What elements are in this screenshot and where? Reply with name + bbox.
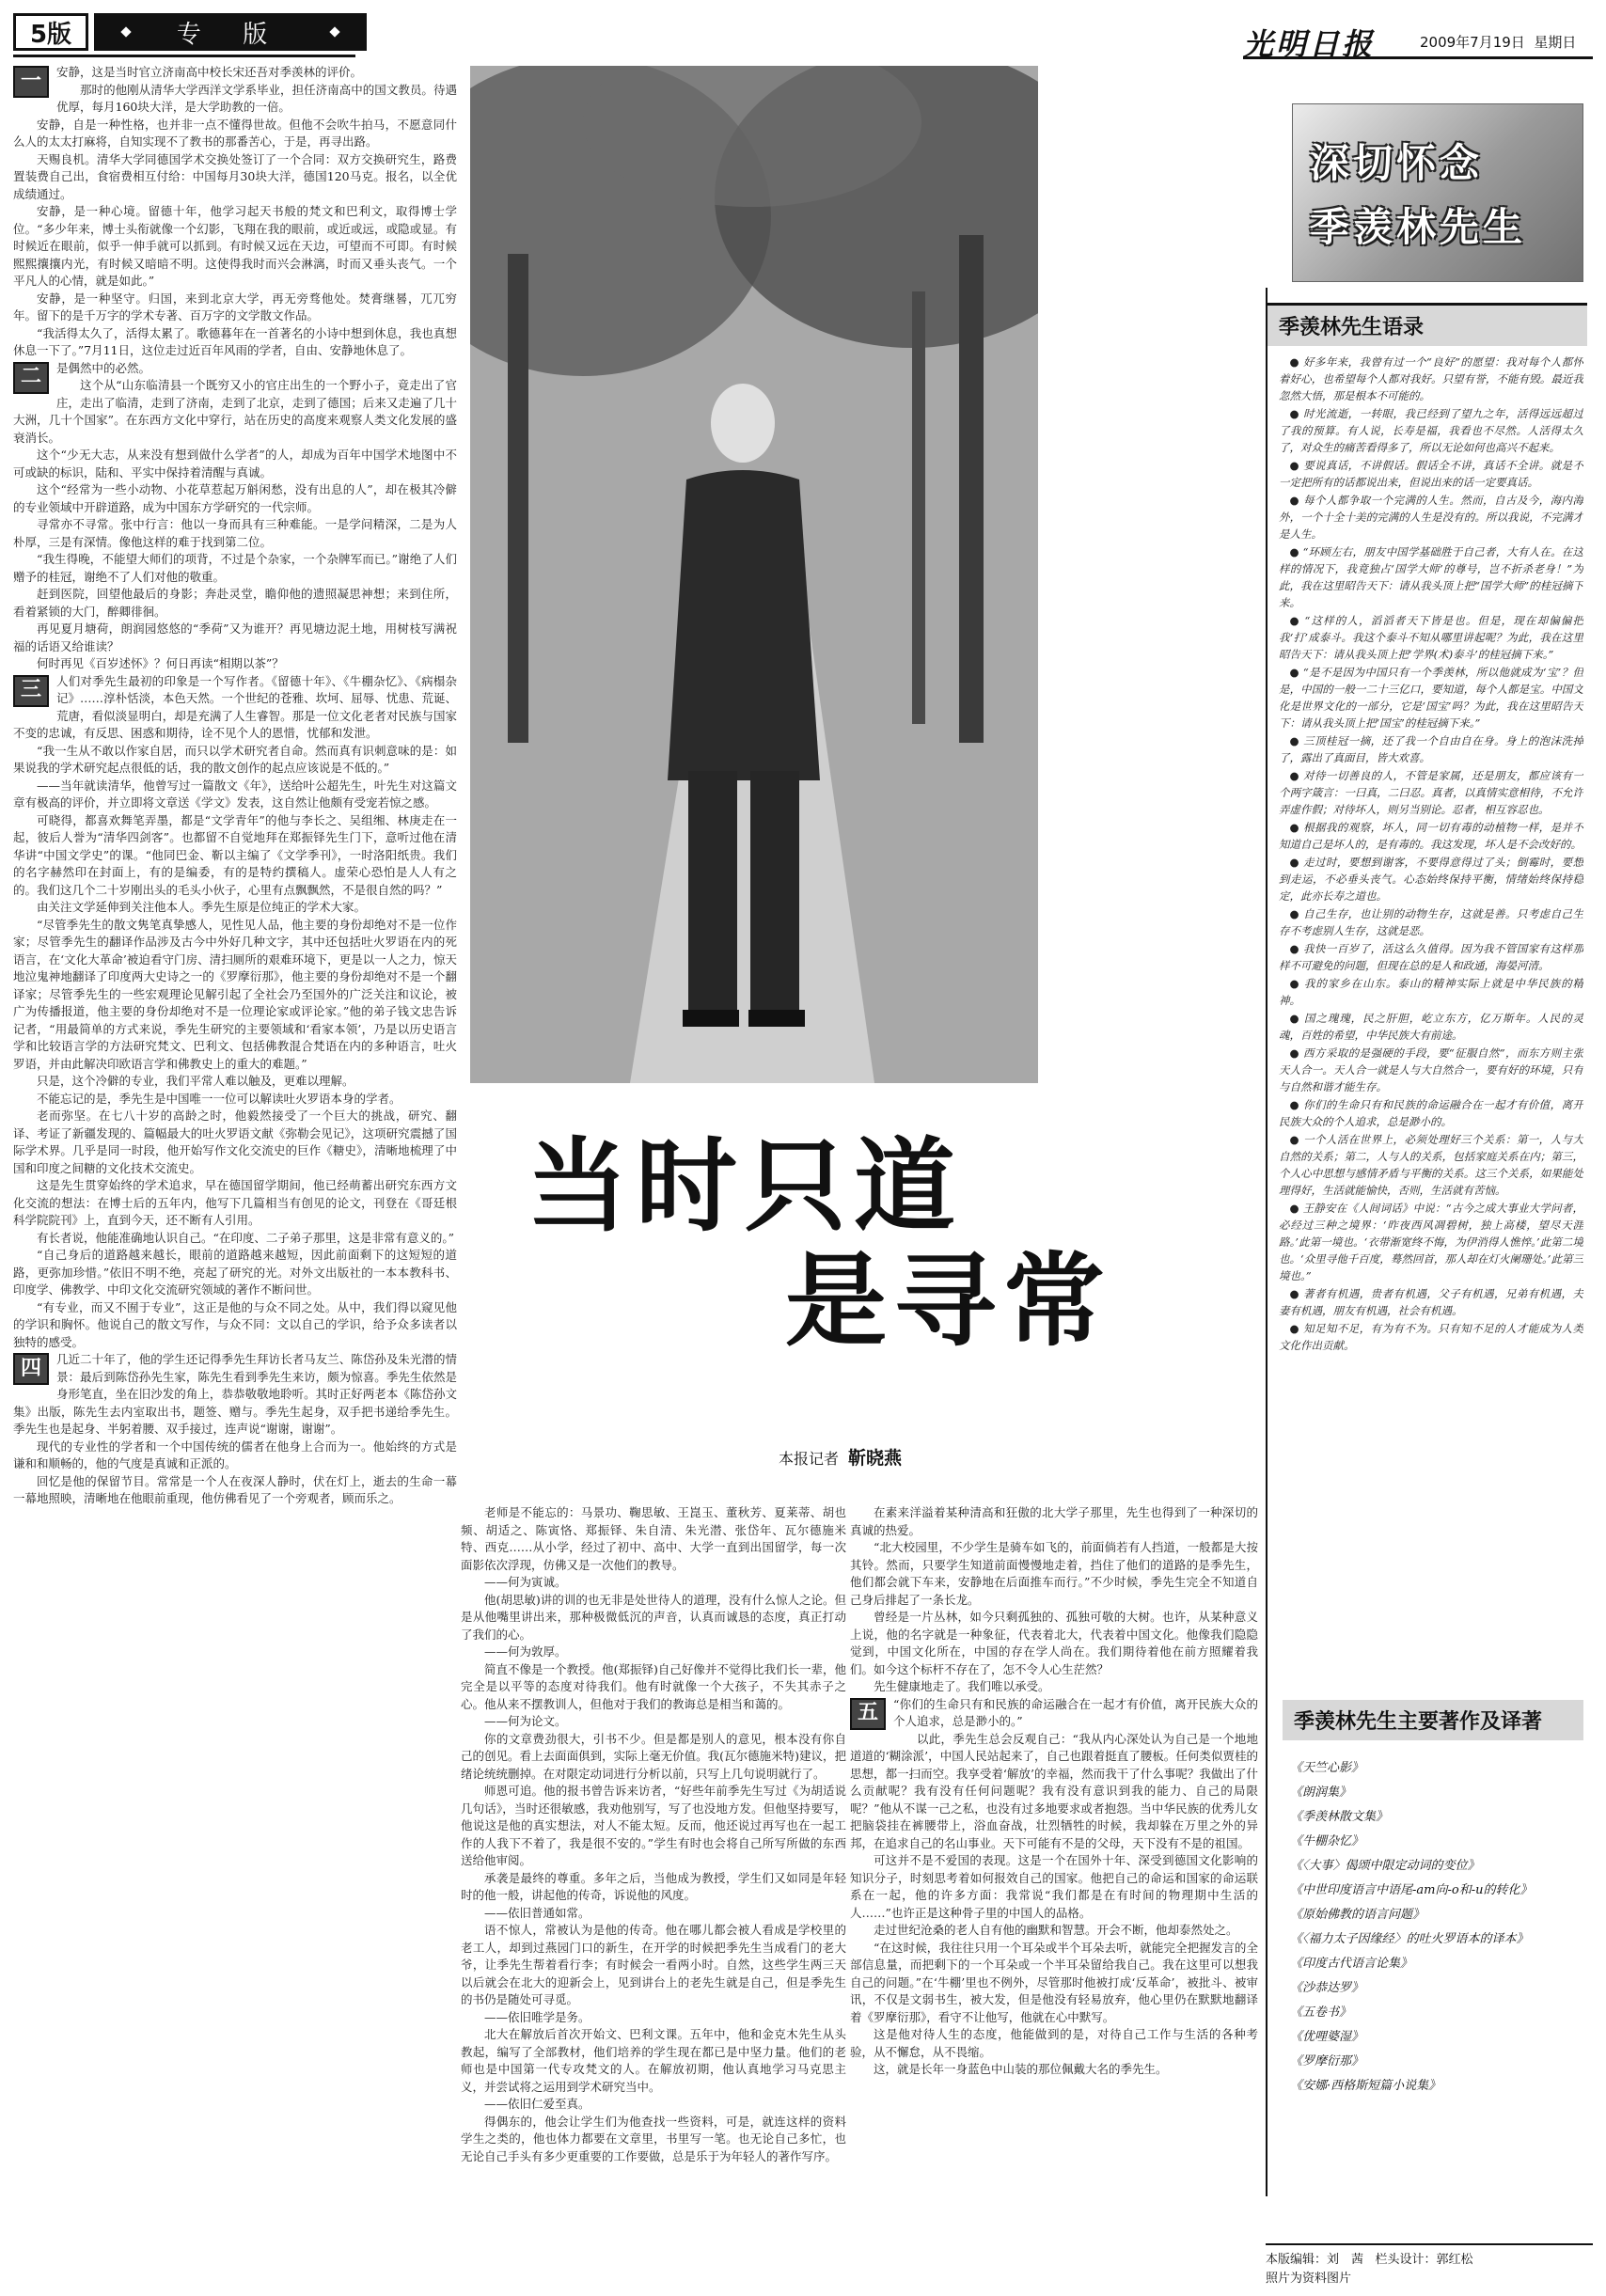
paragraph-text: 这个“经常为一些小动物、小花草惹起万斛闲愁，没有出息的人”，却在极其冷僻的专业领域中开辟道路，成为中国东方学研究的一代宗师。 [13,482,457,514]
paragraph-text: 以此，季先生总会反观自己：“我从内心深处认为自己是一个地地道道的‘糊涂派’，中国人民站起来了，自己也跟着挺直了腰板。任何类似贾桂的思想，都一扫而空。我享受着‘解放’的幸福，然而我干了什么事呢？我做出了什么贡献呢？我有没有任何问题呢？我有没有意识到我的能力、自己的局限呢？”他从不谋一己之私，也没有过多地要求或者抱怨。当中华民族的优秀儿女把脑袋挂在裤腰带上，浴血奋战，壮烈牺牲的时候，我却躲在万里之外的异邦，在追求自己的名山事业。天下可能有不是的父母，天下没有不是的祖国。 [850,1731,1258,1850]
section-number-marker: 三 [13,675,49,707]
paragraph-text: 寻常亦不寻常。张中行言：他以一身而具有三种难能。一是学问精深，二是为人朴厚，三是有深情。像他这样的难于找到第二位。 [13,517,457,549]
quote-item: ● 根据我的观察，坏人，同一切有毒的动植物一样，是并不知道自己是坏人的，是有毒的。我这发现，坏人是不会改好的。 [1279,819,1583,853]
article-paragraph [850,1731,1258,1853]
quote-item: ● 好多年来，我曾有过一个“良好”的愿望：我对每个人都怀着好心，也希望每个人都对我好。只望有誉，不能有毁。最近我忽然大悟，那是根本不可能的。 [1279,354,1583,404]
memorial-banner [1292,103,1583,282]
quote-item: ● 对待一切善良的人，不管是家属，还是朋友，都应该有一个两字箴言：一曰真，二曰忍。真者，以真情实意相待，不允许弄虚作假；对待坏人，则另当别论。忍者，相互容忍也。 [1279,767,1583,818]
article-paragraph [461,1905,846,1923]
paragraph-text: 走过世纪沧桑的老人自有他的幽默和智慧。开会不断，他却泰然处之。 [874,1923,1238,1937]
paragraph-text: 几近二十年了，他的学生还记得季先生拜访长者马友兰、陈岱孙及朱光潜的情景：最后到陈岱孙先生家，陈先生看到季先生来访，颇为惊喜。季先生依然是身形笔直，坐在旧沙发的角上，恭恭敬敬地聆听。其时正好两老本《陈岱孙文集》出版，陈先生去内室取出书，题签、赠与。季先生起身，双手把书递给季先生。季先生也是起身、半躬着腰、双手接过，连声说“谢谢，谢谢”。 [13,1352,457,1436]
paragraph-text: “尽管季先生的散文隽笔真挚感人，见性见人品，他主要的身份却绝对不是一位作家；尽管季先生的翻译作品涉及古今中外好几种文字，其中还包括吐火罗语在内的死语言，在‘文化大革命’被迫看守门房、清扫厕所的艰难环境下，更是以一人之力，惊天地泣鬼神地翻译了印度两大史诗之一的《罗摩衍那》，他主要的身份却绝对不是一个翻译家；尽管季先生的一些宏观理论见解引起了全社会乃至国外的广泛关注和议论，被广为传播报道，他主要的身份却绝对不是一位理论家或评论家。”他的弟子钱文忠告诉记者，“用最简单的方式来说，季先生研究的主要领域和‘看家本领’，乃是以历史语言学和比较语言学的方法研究梵文、巴利文、包括佛教混合梵语在内的多种语言，吐火罗语，并由此解决印欧语言学和佛教史上的重大的难题。” [13,917,457,1071]
quote-item: ● 我的家乡在山东。泰山的精神实际上就是中华民族的精神。 [1279,975,1583,1009]
article-column-4 [850,1504,1258,2294]
quote-item: ● 国之瑰瑰，民之肝胆，屹立东方，亿万斯年。人民的灵魂，百姓的希望，中华民族大有前途。 [1279,1010,1583,1044]
article-paragraph [13,1247,457,1299]
article-paragraph [461,1870,846,1905]
article-paragraph [13,586,457,621]
article-paragraph [850,1696,1258,1731]
work-title: 《罗摩衍那》 [1290,2054,1364,2068]
article-paragraph [13,377,457,447]
paragraph-text: “你们的生命只有和民族的命运融合在一起才有价值，离开民族大众的个人追求，总是渺小的。” [893,1696,1258,1728]
paragraph-text: 人们对季先生最初的印象是一个写作者。《留德十年》、《牛棚杂忆》、《病榻杂记》……淳朴恬淡，本色天然。一个世纪的苍雅、坎坷、屈辱、忧患、荒诞、荒唐，看似淡显明白，却是充满了人生睿智。那是一位文化老者对民族与国家不变的忠诚，有反思、困惑和期待，诠不见个人的恩惜，忧郁和发泄。 [13,673,457,740]
reporter-name: 靳晓燕 [848,1448,903,1469]
work-title: 《原始佛教的语言问题》 [1290,1908,1425,1922]
article-paragraph [461,2096,846,2114]
paragraph-text: 回忆是他的保留节目。常常是一个人在夜深人静时，伏在灯上，逝去的生命一幕一幕地照映，清晰地在他眼前重现，他仿佛看见了一个旁观者，顾而乐之。 [13,1473,457,1505]
article-paragraph [850,1504,1258,1539]
paragraph-text: 安静，是一种心境。留德十年，他学习起天书般的梵文和巴利文，取得博士学位。“多少年来，博士头衔就像一个幻影，飞翔在我的眼前，或近或远，或隐或显。有时候近在眼前，似乎一伸手就可以抓到。有时候又远在天边，可望而不可即。有时候熙熙攘攘内光，有时候又暗暗不明。这使得我时而兴会淋漓，时而又垂头丧气。一个平凡人的心情，就是如此。” [13,204,457,288]
article-paragraph [13,360,457,389]
headline-line-2: 是寻常 [785,1242,1113,1360]
section-label: 专 版 [94,13,367,51]
paragraph-text: “我生得晚，不能望大师们的项背，不过是个杂家，一个杂牌军而已。”谢绝了人们赠予的桂冠，谢绝不了人们对他的敬重。 [13,552,457,584]
quote-item: ● 你们的生命只有和民族的命运融合在一起才有价值，离开民族大众的个人追求，总是渺小的。 [1279,1096,1583,1130]
article-paragraph [13,621,457,655]
paragraph-text: “北大校园里，不少学生是骑车如飞的，前面倘若有人挡道，一般都是大按其铃。然而，只要学生知道前面慢慢地走着，挡住了他们的道路的是季先生，他们都会就下车来，安静地在后面推车而行。”不少时候，季先生完全不知道自己身后排起了一条长龙。 [850,1540,1258,1607]
paragraph-text: 不能忘记的是，季先生是中国唯一一位可以解读吐火罗语本身的学者。 [37,1091,402,1106]
quote-item: ● 自己生存，也让别的动物生存，这就是善。只考虑自己生存不考虑别人生存，这就是恶。 [1279,905,1583,939]
paragraph-text: 安静，是一种坚守。归国，来到北京大学，再无旁骛他处。焚膏继晷，兀兀穷年。留下的是千万字的学术专著、百万字的文学散文作品。 [13,291,457,322]
quote-item: ● 要说真话，不讲假话。假话全不讲，真话不全讲。就是不一定把所有的话都说出来，但说出来的话一定要真话。 [1279,457,1583,491]
article-column-1 [13,64,457,2283]
quotes-list [1279,354,1583,1679]
paragraph-text: ——依旧仁爱至真。 [484,2097,590,2111]
paragraph-text: 先生健康地走了。我们唯以承受。 [874,1679,1050,1693]
work-title: 《优哩婆湿》 [1290,2030,1364,2044]
article-paragraph [13,1439,457,1473]
article-paragraph [13,1091,457,1109]
byline-label: 本报记者 [779,1450,840,1468]
paragraph-text: 那时的他刚从清华大学西洋文学系毕业，担任济南高中的国文教员。待遇优厚，每月160块大洋，是大学助教的一倍。 [56,82,457,114]
article-paragraph [13,151,457,204]
paragraph-text: “我活得太久了，活得太累了。歌德暮年在一首著名的小诗中想到休息，我也真想休息一下了。”7月11日，这位走过近百年风雨的学者，自由、安静地休息了。 [13,325,457,357]
article-paragraph [13,325,457,360]
issue-date [1420,32,1576,52]
article-paragraph [461,1922,846,2009]
page-header-left [13,13,367,51]
paragraph-text: “在这时候，我往往只用一个耳朵或半个耳朵去听，就能完全把握发言的全部信息量，而把剩下的一个耳朵或一个半耳朵留给我自己。我在这里可以想我自己的问题。”在‘牛棚’里也不例外，尽管那时他被打成‘反革命’，被批斗、被审讯，不仅是文弱书生，被大发，但是他没有轻易放弃，他心里仍在默默地翻译着《罗摩衍那》，看守不让他写，他就在心中默写。 [850,1940,1258,2024]
paragraph-text: 再见夏月塘荷，朗润园悠悠的“季荷”又为谁开？再见塘边泥土地，用树枝写满祝福的话语又给谁读？ [13,621,457,653]
paragraph-text: 有长者说，他能准确地认识自己。“在印度、二子弟子那里，这是非常有意义的。” [37,1230,455,1245]
article-paragraph [461,1661,846,1714]
paragraph-text: ——何为寅诚。 [484,1575,567,1589]
article-paragraph [13,551,457,586]
article-paragraph [13,673,457,743]
paragraph-text: 老师是不能忘的：马景功、鞠思敏、王崑玉、董秋芳、夏莱蒂、胡也频、胡适之、陈寅恪、郑振铎、朱自清、朱光潜、张岱年、瓦尔德施米特、西克……从小学，经过了初中、高中、大学一直到出国留学，每一次面影依次浮现，仿佛又是一次他们的教导。 [461,1505,846,1572]
paragraph-text: 这，就是长年一身蓝色中山装的那位佩戴大名的季先生。 [874,2062,1168,2076]
paragraph-text: 天赐良机。清华大学同德国学术交换处签订了一个合同：双方交换研究生，路费置装费自己出，食宿费相互付给：中国每月30块大洋，德国120马克。报名，以全优成绩通过。 [13,151,457,201]
section-number-marker: 一 [13,66,49,98]
article-paragraph [850,2061,1258,2079]
paragraph-text: 师恩可追。他的报书曾告诉来访者，“好些年前季先生写过《为胡适说几句话》，当时还很敏感，我劝他别写，写了也没地方发。但他坚持要写，他说这是他的真实想法，对人不能太短。反而，他还说过再写也在一起工作的人我下不着了，我是很不安的。”学生有时也会将自己所写所做的东西送给他审阅。 [461,1784,846,1867]
paragraph-text: 老而弥坚。在七八十岁的高龄之时，他毅然接受了一个巨大的挑战，研究、翻译、考证了新疆发现的、篇幅最大的吐火罗语文献《弥勒会见记》，这项研究震撼了国际学术界。几乎是同一时段，他开始写作文化交流史的巨作《糖史》，清晰地梳理了中国和印度之间糖的文化技术交流史。 [13,1109,457,1175]
page-footer [1266,2243,1593,2288]
article-paragraph [13,1073,457,1091]
article-paragraph [13,778,457,812]
paragraph-text: 简直不像是一个教授。他(郑振铎)自己好像并不觉得比我们长一辈，他完全是以平等的态度对待我们。他有时就像一个大孩子，不失其赤子之心。他从来不摆教训人，但他对于我们的教诲总是相当和蔼的。 [461,1661,846,1711]
article-paragraph [850,1539,1258,1609]
article-paragraph [13,203,457,291]
paragraph-text: “我一生从不敢以作家自居，而只以学术研究者自命。然而真有识刺意味的是：如果说我的学术研究起点很低的话，我的散文创作的起点应该说是不低的。” [13,743,457,775]
article-paragraph [13,1230,457,1248]
paragraph-text: 何时再见《百岁述怀》？何日再读“相期以茶”？ [37,656,284,670]
column-divider [1266,288,1267,2196]
paragraph-text: 是偶然中的必然。 [56,360,151,375]
work-title: 《〈福力太子因缘经〉的吐火罗语本的译本》 [1290,1932,1529,1946]
paragraph-text: 语不惊人，常被认为是他的传奇。他在哪儿都会被人看成是学校里的老工人，却到过燕园门口的新生，在开学的时候把季先生当成看门的老大爷，让季先生帮着看行李；有时候会一看两小时。自然，这些学生两三天以后就会在北大的迎新会上，见到讲台上的老先生就是自己，但是季先生的书仍是随处可寻觅。 [461,1923,846,2006]
works-list [1290,1756,1582,2099]
banner-line-1: 深切怀念 [1310,140,1484,186]
quote-item: ● “是不是因为中国只有一个季羡林，所以他就成为‘宝’？但是，中国的一般一二十三亿口，要知道，每个人都是宝。中国文化是世界文化的一部分，它是‘国宝’吗？为此，我在这里昭告天下：请从我头顶上把‘国宝’的桂冠摘下来。” [1279,664,1583,731]
article-paragraph [850,1852,1258,1922]
article-paragraph [850,1940,1258,2027]
article-paragraph [461,1504,846,1574]
paragraph-text: 安静，这是当时官立济南高中校长宋还吾对季羡林的评价。 [56,65,363,79]
work-title: 《朗润集》 [1290,1785,1352,1800]
design-label: 栏头设计： [1375,2253,1437,2267]
article-paragraph [13,1108,457,1177]
paragraph-text: 这个从“山东临清县一个既穷又小的官庄出生的一个野小子，竟走出了官庄，走出了临清，走到了济南，走到了北京，走到了德国；后来又走遍了几十大洲，几十个国家”。在东西方文化中穿行，站在历史的高度来观察人类文化发展的盛衰消长。 [13,378,457,445]
quote-item: ● 三顶桂冠一摘，还了我一个自由自在身。身上的泡沫洗掉了，露出了真面目，皆大欢喜。 [1279,732,1583,766]
quote-item: ● “环顾左右，朋友中国学基础胜于自己者，大有人在。在这样的情况下，我竟独占‘国学大师’的尊号，岂不折杀老身！”为此，我在这里昭告天下：请从我头顶上把“国学大师”的桂冠摘下来。 [1279,543,1583,611]
photo-credit: 照片为资料图片 [1266,2272,1352,2286]
article-paragraph [13,82,457,117]
work-title: 《中世印度语言中语尾-am向-o和-u的转化》 [1290,1883,1533,1897]
paragraph-text: 得偶东的，他会让学生们为他查找一些资料，可是，就连这样的资料学生之类的，他也体力都要在文章里，书里写一笔。也无论自己多忙，也无论自己手头有多少更重要的工作要做，总是乐于为年轻人的著作写序。 [461,2114,846,2163]
headline-line-1: 当时只道 [527,1127,964,1246]
paragraph-text: ——依旧唯学是务。 [484,2009,590,2024]
work-title: 《〈大事〉偈颂中限定动词的变位》 [1290,1859,1480,1873]
work-title: 《沙恭达罗》 [1290,1981,1364,1995]
article-paragraph [13,291,457,325]
paragraph-text: 现代的专业性的学者和一个中国传统的儒者在他身上合而为一。他始终的方式是谦和和顺畅的，他的气度是真诚和正派的。 [13,1439,457,1470]
article-paragraph [13,743,457,778]
article-paragraph [13,117,457,151]
section-number-marker: 五 [850,1698,886,1730]
editor-name: 刘 茜 [1327,2253,1364,2267]
article-paragraph [13,1299,457,1352]
article-paragraph [461,1574,846,1592]
portrait-photo [470,66,1038,1083]
work-title: 《牛棚杂忆》 [1290,1834,1364,1848]
quote-item: ● 走过时，要想到谢客，不要得意得过了头；倒霉时，要想到走运，不必垂头丧气。心态始终保持平衡，情绪始终保持稳定，此亦长寿之道也。 [1279,854,1583,904]
editor-label: 本版编辑： [1266,2253,1328,2267]
article-paragraph [461,2026,846,2096]
article-paragraph [13,481,457,516]
article-paragraph [13,917,457,1074]
article-paragraph [13,1177,457,1230]
paragraph-text: 他(胡思敏)讲的训的也无非是处世待人的道理，没有什么惊人之论。但是从他嘴里讲出来，那种极微低沉的声音，认真而诚恳的态度，真正打动了我们的心。 [461,1592,846,1642]
work-title: 《印度古代语言论集》 [1290,1957,1413,1971]
banner-line-2: 季羡林先生 [1310,204,1527,250]
quotes-section-title: 季羡林先生语录 [1267,303,1587,346]
quote-item: ● 时光流逝，一转眼，我已经到了望九之年，活得远远超过了我的预算。有人说，长寿是福，我看也不尽然。人活得太久了，对众生的痛苦看得多了，所以无论如何也高兴不起来。 [1279,405,1583,456]
article-paragraph [461,1713,846,1731]
article-paragraph [461,1592,846,1644]
paragraph-text: 这是他对待人生的态度，他能做到的是，对待自己工作与生活的各种考验，从不懈怠，从不畏缩。 [850,2027,1258,2059]
designer-name: 郭红松 [1436,2253,1473,2267]
date-text: 2009年7月19日 [1420,34,1525,51]
work-title: 《季羡林散文集》 [1290,1810,1389,1824]
work-title: 《安娜·西格斯短篇小说集》 [1290,2079,1441,2093]
works-section-title: 季羡林先生主要著作及译著 [1283,1700,1583,1740]
header-rule-right [1243,56,1593,59]
paragraph-text: 曾经是一片丛林，如今只剩孤独的、孤独可敬的大树。也许，从某种意义上说，他的名字就是一种象征，代表着北大，代表着中国文化。他像我们隐隐觉到，中国文化所在，中国的存在学人尚在。我们期待着他在前方照耀着我们。如今这个标杆不存在了，怎不令人心生茫然？ [850,1610,1258,1676]
paragraph-text: 可晓得，都喜欢舞笔弄墨，都是“文学青年”的他与李长之、吴组缃、林庚走在一起，彼后人誉为“清华四剑客”。也都留不自觉地拜在郑振铎先生门下，意听过他在清华讲“中国文学史”的课。“他同巴金、靳以主编了《文学季刊》，一时洛阳纸贵。我们的名字赫然印在封面上，有的是编委，有的是特约撰稿人。虚荣心恐怕是人人有之的。我们这几个二十岁刚出头的毛头小伙子，心里有点飘飘然，不是很自然的吗？” [13,812,457,897]
quote-item: ● 一个人活在世界上，必须处理好三个关系：第一，人与大自然的关系；第二，人与人的关系，包括家庭关系在内；第三，个人心中思想与感情矛盾与平衡的关系。这三个关系，如果能处理得好，生活就能愉快，否则，生活就有苦恼。 [1279,1131,1583,1199]
article-paragraph [13,655,457,673]
article-paragraph [461,1783,846,1870]
edition-number: 5版 [13,13,88,51]
header-rule [13,55,355,57]
paragraph-text: ——当年就读清华，他曾写过一篇散文《年》，送给叶公超先生，叶先生对这篇文章有极高的评价，并立即将文章送《学文》发表，这自然让他颇有受宠若惊之感。 [13,778,457,810]
article-paragraph [13,812,457,900]
article-column-3 [461,1504,846,2294]
article-paragraph [13,516,457,551]
section-number-marker: 二 [13,362,49,394]
article-paragraph [850,1678,1258,1696]
paragraph-text: 安静，自是一种性格，也并非一点不懂得世故。但他不会吹牛拍马，不愿意同什么人的太太打麻将，自知实现不了教书的那番苦心，于是，再寻出路。 [13,117,457,149]
quote-item: ● “这样的人，滔滔者天下皆是也。但是，现在却偏偏把我‘打’成泰斗。我这个泰斗不知从哪里讲起呢？为此，我在这里昭告天下：请从我头顶上把‘学界(术)泰斗’的桂冠摘下来。” [1279,612,1583,663]
paragraph-text: 由关注文学延伸到关注他本人。季先生原是位纯正的学术大家。 [37,900,367,914]
article-paragraph [461,2009,846,2027]
quote-item: ● 我快一百岁了，活这么久值得。因为我不管国家有这样那样不可避免的问题，但现在总的是人和政通，海晏河清。 [1279,940,1583,974]
paragraph-text: ——何为论文。 [484,1714,567,1728]
paragraph-text: 在素来洋溢着某种清高和狂傲的北大学子那里，先生也得到了一种深切的真诚的热爱。 [850,1505,1258,1537]
paragraph-text: “自己身后的道路越来越长，眼前的道路越来越短，因此前面剩下的这短短的道路，更弥加珍惜。”依旧不明不绝，亮起了研究的光。对外文出版社的一本本教科书、印度学、佛教学、中印文化交流研究领域的著作不断问世。 [13,1248,457,1297]
paragraph-text: 可这并不是不爱国的表现。这是一个在国外十年、深受到德国文化影响的知识分子，时刻思考着如何报效自己的国家。他把自己的命运和国家的命运联系在一起，他的许多方面：我常说“我们都是在有时间的物理期中生活的人……”也许正是这种骨子里的中国人的品格。 [850,1853,1258,1920]
paragraph-text: “有专业，而又不囿于专业”，这正是他的与众不同之处。从中，我们得以窥见他的学识和胸怀。他说自己的散文写作，与众不同：文以自己的学识，给予众多读者以独特的感受。 [13,1299,457,1349]
quote-item: ● 知足知不足，有为有不为。只有知不足的人才能成为人类文化作出贡献。 [1279,1320,1583,1354]
article-paragraph [461,2114,846,2166]
article-paragraph [13,1473,457,1508]
paragraph-text: 只是，这个冷僻的专业，我们平常人难以触及，更难以理解。 [37,1074,354,1088]
article-paragraph [850,1609,1258,1678]
paragraph-text: 这个“少无大志，从来没有想到做什么学者”的人，却成为百年中国学术地图中不可或缺的标识，陆和、平实中保持着清醒与真诚。 [13,448,457,480]
paragraph-text: 北大在解放后首次开始文、巴利文课。五年中，他和金克木先生从头教起，编写了全部教材，他们培养的学生现在都已是中坚力量。他们的老师也是中国第一代专攻梵文的人。在解放初期，他认真地学习马克思主义，并尝试将之运用到学术研究当中。 [461,2027,846,2094]
paragraph-text: 承袭是最终的尊重。多年之后，当他成为教授，学生们又如同是年轻时的他一般，讲起他的传奇，诉说他的风度。 [461,1870,846,1902]
quote-item: ● 西方采取的是强硬的手段，要“征服自然”，而东方则主张天人合一。天人合一就是人与大自然合一，要有好的环境，只有与自然和谐才能生存。 [1279,1045,1583,1095]
article-paragraph [13,899,457,917]
section-number-marker: 四 [13,1353,49,1385]
quote-item: ● 著者有机遇，贵者有机遇，父子有机遇，兄弟有机遇，夫妻有机遇，朋友有机遇，社会有机遇。 [1279,1285,1583,1319]
byline [779,1444,902,1470]
work-title: 《天竺心影》 [1290,1761,1364,1775]
article-paragraph [13,447,457,481]
editor-credit [1266,2251,1593,2270]
article-paragraph [461,1643,846,1661]
article-paragraph [13,64,457,93]
article-paragraph [850,1922,1258,1940]
paragraph-text: ——依旧普通如常。 [484,1905,590,1920]
work-title: 《五卷书》 [1290,2005,1352,2020]
photo-illustration [470,66,1038,1083]
paragraph-text: ——何为敦厚。 [484,1644,567,1659]
quote-item: ● 王静安在《人间词话》中说：“古今之成大事业大学问者，必经过三种之境界：‘昨夜西风凋碧树，独上高楼，望尽天涯路。’此第一境也。‘衣带渐宽终不悔，为伊消得人憔悴。’此第二境也。‘众里寻他千百度，蓦然回首，那人却在灯火阑珊处。’此第三境也。” [1279,1200,1583,1284]
article-paragraph [13,1351,457,1439]
paragraph-text: 赶到医院，回望他最后的身影；奔赴灵堂，瞻仰他的遗照凝思神想；来到住所，看着紧锁的大门，醉卿徘徊。 [13,587,457,619]
newspaper-masthead: 光明日报 [1243,26,1376,62]
weekday-text: 星期日 [1534,34,1577,51]
quote-item: ● 每个人都争取一个完满的人生。然而，自古及今，海内海外，一个十全十美的完满的人生是没有的。所以我说，不完满才是人生。 [1279,492,1583,543]
paragraph-text: 这是先生贯穿始终的学术追求，早在德国留学期间，他已经萌蓄出研究东西方文化交流的想法：在博士后的五年内，他写下几篇相当有创见的论文，刊登在《哥廷根科学院院刊》上，直到今天，还不断有人引用。 [13,1178,457,1227]
article-paragraph [850,2026,1258,2061]
paragraph-text: 你的文章费劲很大，引书不少。但是都是别人的意见，根本没有你自己的创见。看上去面面俱到，实际上毫无价值。我(瓦尔德施米特)建议，把绪论统统删掉。在对限定动词进行分析以前，只写上几句说明就行了。 [461,1731,846,1781]
article-paragraph [461,1731,846,1784]
